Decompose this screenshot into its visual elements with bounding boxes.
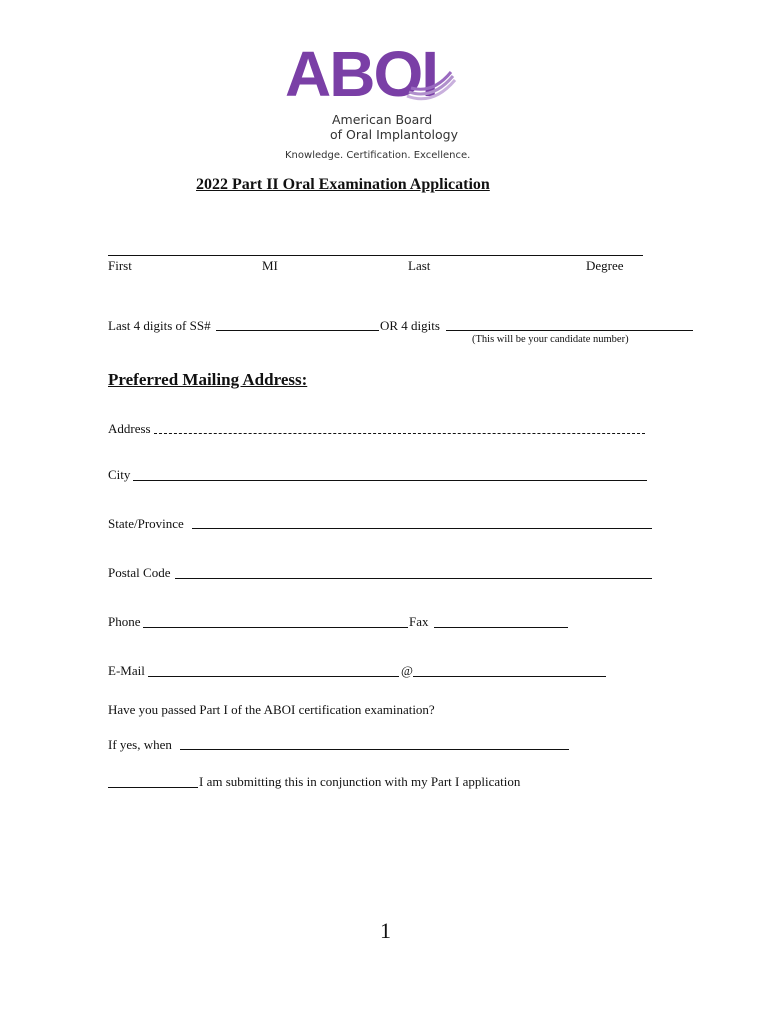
name-input-line[interactable] <box>108 255 643 256</box>
form-title: 2022 Part II Oral Examination Application <box>196 176 490 193</box>
postal-code-label: Postal Code <box>108 565 171 580</box>
or-digits-label: OR 4 digits <box>380 318 440 333</box>
conjunction-checkbox-line[interactable] <box>108 787 198 788</box>
address-input-line[interactable] <box>154 433 645 434</box>
fax-input-line[interactable] <box>434 627 568 628</box>
if-yes-input-line[interactable] <box>180 749 569 750</box>
conjunction-text: I am submitting this in conjunction with my Part I application <box>199 774 521 789</box>
aboi-logo <box>285 38 475 167</box>
address-label: Address <box>108 421 151 436</box>
phone-input-line[interactable] <box>143 627 408 628</box>
logo-tagline: Knowledge. Certification. Excellence. <box>285 150 471 161</box>
email-domain-input-line[interactable] <box>413 676 606 677</box>
state-label: State/Province <box>108 516 184 531</box>
city-label: City <box>108 467 131 482</box>
mailing-address-heading: Preferred Mailing Address: <box>108 370 308 389</box>
page-number: 1 <box>380 918 391 943</box>
last-name-label: Last <box>408 258 431 273</box>
middle-initial-label: MI <box>262 258 278 273</box>
ssn-input-line[interactable] <box>216 330 379 331</box>
part1-question: Have you passed Part I of the ABOI certification examination? <box>108 702 435 717</box>
state-input-line[interactable] <box>192 528 652 529</box>
email-label: E-Mail <box>108 663 145 678</box>
logo-line-1: American Board <box>332 112 433 127</box>
ssn-label: Last 4 digits of SS# <box>108 318 211 333</box>
email-at-sign: @ <box>401 663 413 678</box>
candidate-number-note: (This will be your candidate number) <box>472 334 629 345</box>
candidate-number-input-line[interactable] <box>446 330 693 331</box>
if-yes-label: If yes, when <box>108 737 172 752</box>
logo-wordmark: ABOI <box>285 38 437 110</box>
phone-label: Phone <box>108 614 141 629</box>
fax-label: Fax <box>409 614 429 629</box>
email-user-input-line[interactable] <box>148 676 399 677</box>
city-input-line[interactable] <box>133 480 647 481</box>
first-name-label: First <box>108 258 132 273</box>
degree-label: Degree <box>586 258 624 273</box>
postal-code-input-line[interactable] <box>175 578 652 579</box>
logo-line-2: of Oral Implantology <box>330 127 458 142</box>
logo-swoosh-icon <box>403 50 463 106</box>
